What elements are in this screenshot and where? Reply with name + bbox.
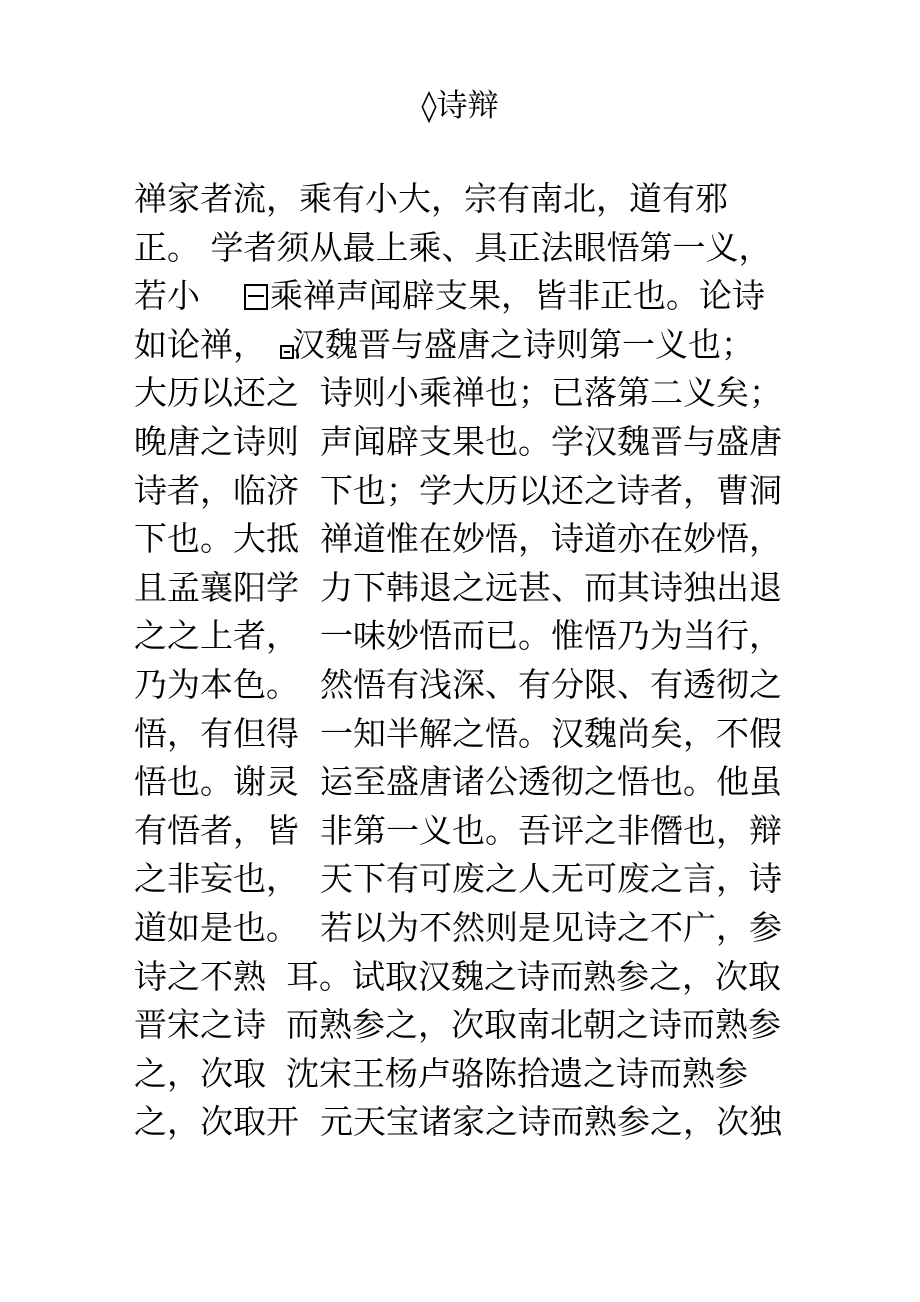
line-segment: 下也；学大历以还之诗者，曹洞: [320, 470, 782, 510]
line-segment: 如论禅，: [134, 324, 266, 364]
line-segment: 天下有可废之人无可废之言，诗: [320, 859, 782, 899]
line-segment: 禅家者流，乘有小大，宗有南北，道有邪: [134, 179, 728, 218]
line-segment: 禅道惟在妙悟，诗道亦在妙悟，: [320, 519, 782, 559]
line-segment: 悟也。谢灵: [134, 762, 299, 802]
body-text: [134, 175, 814, 1147]
text-line: [134, 855, 814, 904]
line-segment: 晚唐之诗则: [134, 421, 299, 461]
line-segment: 运至盛唐诸公透彻之悟也。他虽: [320, 762, 782, 802]
page-title: ◊诗辩: [421, 88, 499, 124]
line-segment: 然悟有浅深、有分限、有透彻之: [320, 664, 782, 704]
line-segment: 悟，有但得: [134, 713, 299, 753]
text-line: [134, 1050, 814, 1099]
line-segment: 力下韩退之远甚、而其诗独出退: [320, 567, 782, 607]
line-segment: 诗则小乘禅也；已落第二义矣；: [320, 373, 782, 413]
line-segment: 而熟参之，次取南北朝之诗而熟参: [286, 1005, 781, 1045]
line-segment: 大历以还之: [134, 373, 299, 413]
line-segment: 一知半解之悟。汉魏尚矣，不假: [320, 713, 782, 753]
line-segment: 有悟者，皆: [134, 810, 299, 850]
line-segment: 声闻辟支果也。学汉魏晋与盛唐: [320, 421, 782, 461]
text-line: [134, 904, 814, 953]
text-line: [134, 515, 814, 564]
text-line: [134, 418, 814, 467]
text-line: [134, 1098, 814, 1147]
line-segment: 耳。试取汉魏之诗而熟参之，次取: [286, 956, 781, 996]
line-segment: 乘禅声闻辟支果，皆非正也。论诗: [270, 276, 765, 316]
line-segment: 若以为不然则是见诗之不广，参: [320, 907, 782, 947]
text-line: [134, 369, 814, 418]
line-segment: 之，次取开: [134, 1102, 299, 1142]
text-line: [134, 272, 814, 321]
line-segment: 若小: [134, 276, 200, 316]
line-segment: 一味妙悟而已。惟悟乃为当行，: [320, 616, 782, 656]
text-line: [134, 807, 814, 856]
line-segment: 沈宋王杨卢骆陈拾遗之诗而熟参: [286, 1053, 748, 1093]
line-segment: 道如是也。: [134, 907, 299, 947]
text-line: [134, 321, 814, 370]
line-segment: 汉魏晋与盛唐之诗则第一义也；: [292, 324, 754, 364]
line-segment: 之之上者，: [134, 616, 299, 656]
line-segment: 且孟襄阳学: [134, 567, 299, 607]
text-line: [134, 710, 814, 759]
text-line: [134, 953, 814, 1002]
line-segment: 乃为本色。: [134, 664, 299, 704]
text-line: [134, 175, 814, 224]
broken-glyph-icon: [244, 284, 268, 310]
line-segment: 之，次取: [134, 1053, 266, 1093]
line-segment: 诗之不熟: [134, 956, 266, 996]
line-segment: 下也。大抵: [134, 519, 299, 559]
text-line: [134, 467, 814, 516]
line-segment: 元天宝诸家之诗而熟参之，次独: [320, 1102, 782, 1142]
line-segment: 之非妄也，: [134, 859, 299, 899]
line-segment: 正。 学者须从最上乘、具正法眼悟第一义，: [134, 227, 772, 267]
text-line: [134, 224, 814, 273]
text-line: [134, 1001, 814, 1050]
line-segment: 诗者，临济: [134, 470, 299, 510]
text-line: [134, 758, 814, 807]
text-line: [134, 612, 814, 661]
text-line: [134, 564, 814, 613]
line-segment: 晋宋之诗: [134, 1005, 266, 1045]
line-segment: 非第一义也。吾评之非僭也，辩: [320, 810, 782, 850]
text-line: [134, 661, 814, 710]
